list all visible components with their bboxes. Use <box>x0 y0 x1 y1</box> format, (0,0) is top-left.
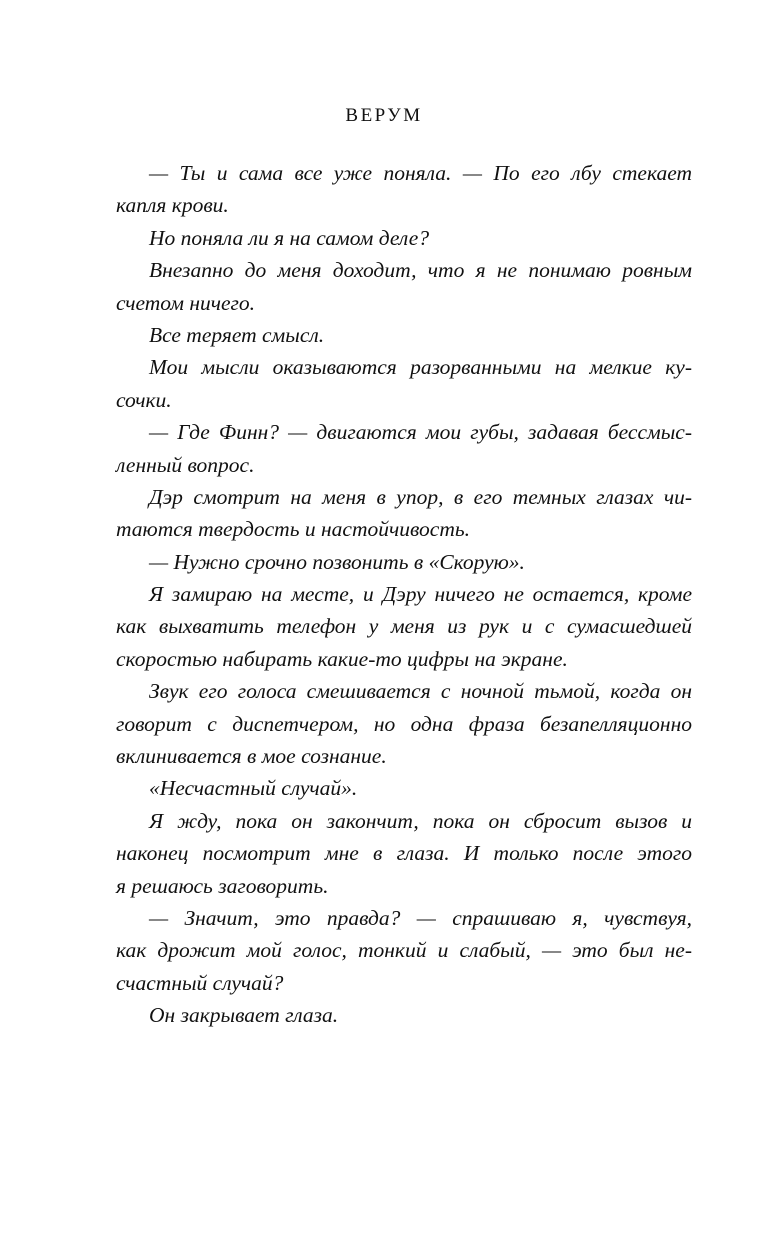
text-line: вклинивается в мое сознание. <box>116 744 387 769</box>
text-line: Мои мысли оказываются разорванными на мелкие ку- <box>149 355 692 380</box>
text-line: Внезапно до меня доходит, что я не понимаю ровным <box>149 258 692 283</box>
text-line: — Нужно срочно позвонить в «Скорую». <box>149 549 525 574</box>
text-line: счетом ничего. <box>116 290 256 315</box>
text-line: говорит с диспетчером, но одна фраза безапелляционно <box>116 711 692 736</box>
text-line: я решаюсь заговорить. <box>116 873 329 898</box>
text-line: Но поняла ли я на самом деле? <box>149 225 430 250</box>
text-line: Звук его голоса смешивается с ночной тьмой, когда он <box>149 679 692 704</box>
text-line: «Несчастный случай». <box>149 776 358 801</box>
text-line: — Ты и сама все уже поняла. — По его лбу стекает <box>149 161 692 185</box>
text-line: Я замираю на месте, и Дэру ничего не остается, кроме <box>149 582 692 607</box>
chapter-text <box>116 157 692 1032</box>
text-line: таются твердость и настойчивость. <box>116 517 471 542</box>
running-head-title: ВЕРУМ <box>345 105 423 126</box>
text-line: Все теряет смысл. <box>149 322 325 347</box>
text-line: скоростью набирать какие-то цифры на экране. <box>116 646 568 671</box>
text-line: Дэр смотрит на меня в упор, в его темных глазах чи- <box>149 484 692 509</box>
text-line: как дрожит мой голос, тонкий и слабый, — это был не- <box>116 938 692 963</box>
text-line: как выхватить телефон у меня из рук и с сумасшедшей <box>116 614 692 639</box>
text-line: ленный вопрос. <box>116 452 255 477</box>
text-line: наконец посмотрит мне в глаза. И только после этого <box>116 841 692 866</box>
text-line: капля крови. <box>116 193 229 218</box>
text-line: счастный случай? <box>116 970 284 995</box>
text-line: — Где Финн? — двигаются мои губы, задавая бессмыс- <box>149 420 692 445</box>
text-line: — Значит, это правда? — спрашиваю я, чувствуя, <box>149 905 692 930</box>
text-line: Он закрывает глаза. <box>149 1003 339 1028</box>
text-line: Я жду, пока он закончит, пока он сбросит вызов и <box>149 808 692 833</box>
text-line: сочки. <box>116 387 172 412</box>
